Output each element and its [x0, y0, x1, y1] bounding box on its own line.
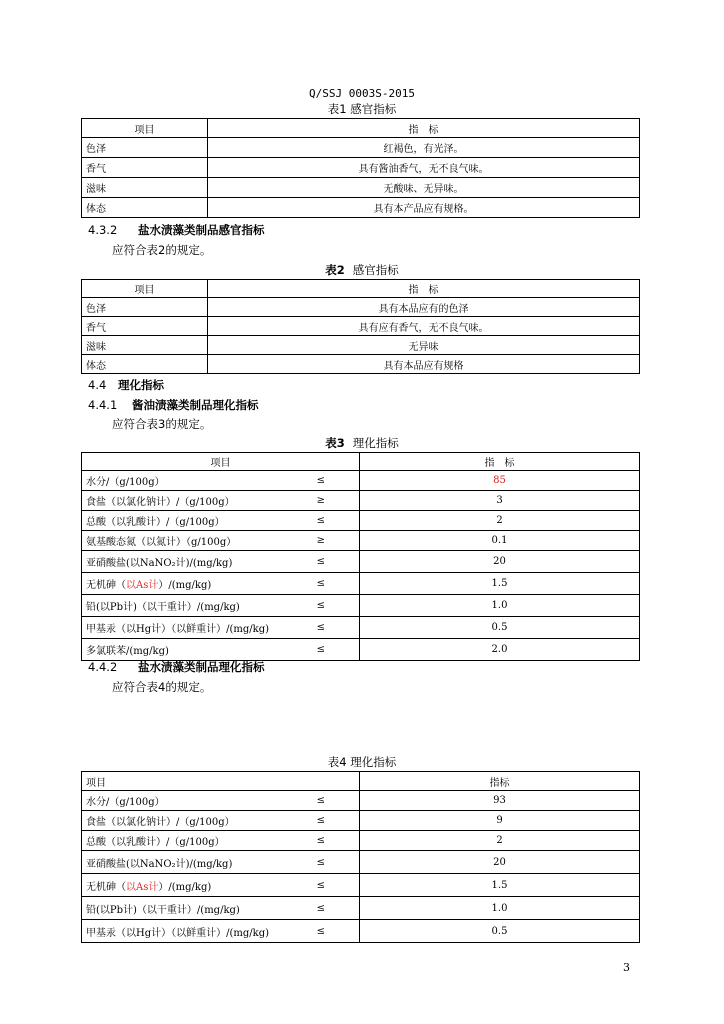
table3-header-value: 指 标	[360, 453, 640, 471]
table2-item: 香气	[82, 317, 208, 336]
table3-item: 铅(以Pb计)（以干重计）/(mg/kg)	[86, 602, 240, 613]
table4-item: 甲基汞（以Hg计）（以鲜重计）/(mg/kg)	[86, 927, 270, 939]
table2-header-item: 项目	[82, 280, 208, 298]
table2-value: 具有本品应有规格	[208, 355, 640, 374]
table2-item: 滋味	[82, 336, 208, 355]
table2-value: 无异味	[208, 336, 640, 355]
table-row	[82, 595, 640, 617]
comparison-symbol: ≤	[316, 856, 325, 868]
table4-item: 亚硝酸盐(以NaNO₂计)/(mg/kg)	[86, 858, 233, 870]
table3-header-row	[82, 453, 640, 471]
table1-value: 具有本产品应有规格。	[208, 198, 640, 218]
section-4-4-1-text: 应符合表3的规定。	[112, 417, 212, 431]
table-row	[82, 511, 640, 531]
item-highlight: 以As计	[126, 580, 159, 591]
table3-value: 2	[360, 511, 640, 531]
table3-caption	[0, 435, 724, 451]
section-4-4-1-heading	[88, 397, 259, 413]
comparison-symbol: ≤	[316, 556, 325, 567]
table-row	[82, 198, 640, 218]
table4-value: 20	[360, 851, 640, 874]
table1-caption: 表1 感官指标	[327, 102, 397, 116]
table-row	[82, 639, 640, 661]
table1-item: 滋味	[82, 178, 208, 198]
section-4-4-2-text: 应符合表4的规定。	[112, 680, 212, 694]
table3-item: 总酸（以乳酸计）/（g/100g）	[86, 517, 225, 528]
table-row	[82, 178, 640, 198]
table-row	[82, 317, 640, 336]
table3-item: 氨基酸态氮（以氮计）（g/100g）	[86, 537, 237, 548]
comparison-symbol: ≥	[316, 535, 325, 546]
comparison-symbol: ≤	[316, 795, 325, 806]
comparison-symbol: ≤	[316, 879, 325, 891]
table-row	[82, 471, 640, 491]
table1-item: 体态	[82, 198, 208, 218]
table2-value: 具有本品应有的色泽	[208, 298, 640, 317]
section-4-3-2-heading	[88, 222, 265, 238]
comparison-symbol: ≤	[316, 902, 325, 914]
table4-value: 1.5	[360, 874, 640, 897]
section-number: 4.4	[88, 378, 107, 392]
table-row	[82, 138, 640, 158]
section-number: 4.4.1	[88, 398, 118, 412]
table4-item: 铅(以Pb计)（以干重计）/(mg/kg)	[86, 904, 240, 916]
section-4-4-2-heading	[88, 659, 265, 675]
comparison-symbol: ≤	[316, 815, 325, 826]
table3-header-item: 项目	[82, 453, 360, 471]
section-4-4-heading	[88, 377, 164, 393]
table4-header-item: 项目	[82, 772, 360, 791]
table-row	[82, 897, 640, 920]
table-row	[82, 298, 640, 317]
table1-item: 色泽	[82, 138, 208, 158]
comparison-symbol: ≤	[316, 644, 325, 655]
table2-item: 体态	[82, 355, 208, 374]
table1	[81, 118, 640, 218]
table-row	[82, 551, 640, 573]
table4-header-row	[82, 772, 640, 791]
table3-value: 0.1	[360, 531, 640, 551]
table3-value: 2.0	[360, 639, 640, 661]
section-number: 4.4.2	[88, 660, 118, 674]
table1-value: 红褐色，有光泽。	[208, 138, 640, 158]
table-row	[82, 336, 640, 355]
comparison-symbol: ≤	[316, 578, 325, 589]
item-suffix: ）/(mg/kg)	[158, 881, 212, 893]
table4-header-value: 指标	[360, 772, 640, 791]
table3-value: 1.0	[360, 595, 640, 617]
section-4-3-2-text: 应符合表2的规定。	[112, 243, 212, 257]
comparison-symbol: ≥	[316, 495, 325, 506]
section-number: 4.3.2	[88, 223, 118, 237]
table1-value: 无酸味、无异味。	[208, 178, 640, 198]
table3-value: 1.5	[360, 573, 640, 595]
table4-item	[86, 878, 211, 893]
table-row	[82, 874, 640, 897]
table4-value: 2	[360, 831, 640, 851]
comparison-symbol: ≤	[316, 622, 325, 633]
table-row	[82, 617, 640, 639]
item-highlight: 以As计	[126, 881, 159, 893]
item-prefix: 无机砷（	[86, 580, 126, 591]
table1-header-value: 指 标	[208, 119, 640, 138]
table3-item: 水分/（g/100g）	[86, 477, 165, 488]
section-title: 酱油渍藻类制品理化指标	[132, 398, 259, 412]
table3-item	[86, 576, 211, 591]
table2-value: 具有应有香气，无不良气味。	[208, 317, 640, 336]
table3-caption-label: 表3	[325, 436, 345, 450]
table1-header-row	[82, 119, 640, 138]
section-title: 盐水渍藻类制品理化指标	[138, 660, 265, 674]
table3-item: 甲基汞（以Hg计）（以鲜重计）/(mg/kg)	[86, 624, 270, 635]
table3-caption-title: 理化指标	[352, 436, 399, 450]
table4-item: 水分/（g/100g）	[86, 797, 165, 808]
table4-item: 总酸（以乳酸计）/（g/100g）	[86, 837, 225, 848]
table2-item: 色泽	[82, 298, 208, 317]
table3-value: 20	[360, 551, 640, 573]
table3-item: 食盐（以氯化钠计）/（g/100g）	[86, 497, 235, 508]
table2-caption-label: 表2	[325, 263, 345, 277]
table-row	[82, 491, 640, 511]
comparison-symbol: ≤	[316, 835, 325, 846]
table4-value: 9	[360, 811, 640, 831]
table3-value: 0.5	[360, 617, 640, 639]
table4-value: 93	[360, 791, 640, 811]
page-number: 3	[623, 961, 630, 974]
comparison-symbol: ≤	[316, 515, 325, 526]
table2-header-row	[82, 280, 640, 298]
table2-caption-title: 感官指标	[352, 263, 399, 277]
table-row	[82, 851, 640, 874]
table-row	[82, 531, 640, 551]
table4	[81, 771, 640, 943]
table3	[81, 452, 640, 661]
table-row	[82, 573, 640, 595]
section-title: 理化指标	[118, 378, 164, 392]
table-row	[82, 920, 640, 943]
table4-value: 1.0	[360, 897, 640, 920]
table2-header-value: 指 标	[208, 280, 640, 298]
table-row	[82, 791, 640, 811]
table-row	[82, 811, 640, 831]
table2-caption	[0, 262, 724, 278]
table3-item: 多氯联苯/(mg/kg)	[86, 646, 169, 657]
table3-value: 85	[360, 471, 640, 491]
table4-caption: 表4 理化指标	[327, 755, 397, 769]
document-code: Q/SSJ 0003S-2015	[309, 87, 415, 100]
table2	[81, 279, 640, 374]
table-row	[82, 158, 640, 178]
table-row	[82, 355, 640, 374]
table1-item: 香气	[82, 158, 208, 178]
comparison-symbol: ≤	[316, 475, 325, 486]
comparison-symbol: ≤	[316, 925, 325, 937]
table3-item: 亚硝酸盐(以NaNO₂计)/(mg/kg)	[86, 558, 233, 569]
table4-value: 0.5	[360, 920, 640, 943]
table4-item: 食盐（以氯化钠计）/（g/100g）	[86, 817, 235, 828]
item-prefix: 无机砷（	[86, 881, 126, 893]
section-title: 盐水渍藻类制品感官指标	[138, 223, 265, 237]
table3-value: 3	[360, 491, 640, 511]
comparison-symbol: ≤	[316, 600, 325, 611]
table1-value: 具有酱油香气，无不良气味。	[208, 158, 640, 178]
table-row	[82, 831, 640, 851]
table1-header-item: 项目	[82, 119, 208, 138]
item-suffix: ）/(mg/kg)	[158, 580, 212, 591]
